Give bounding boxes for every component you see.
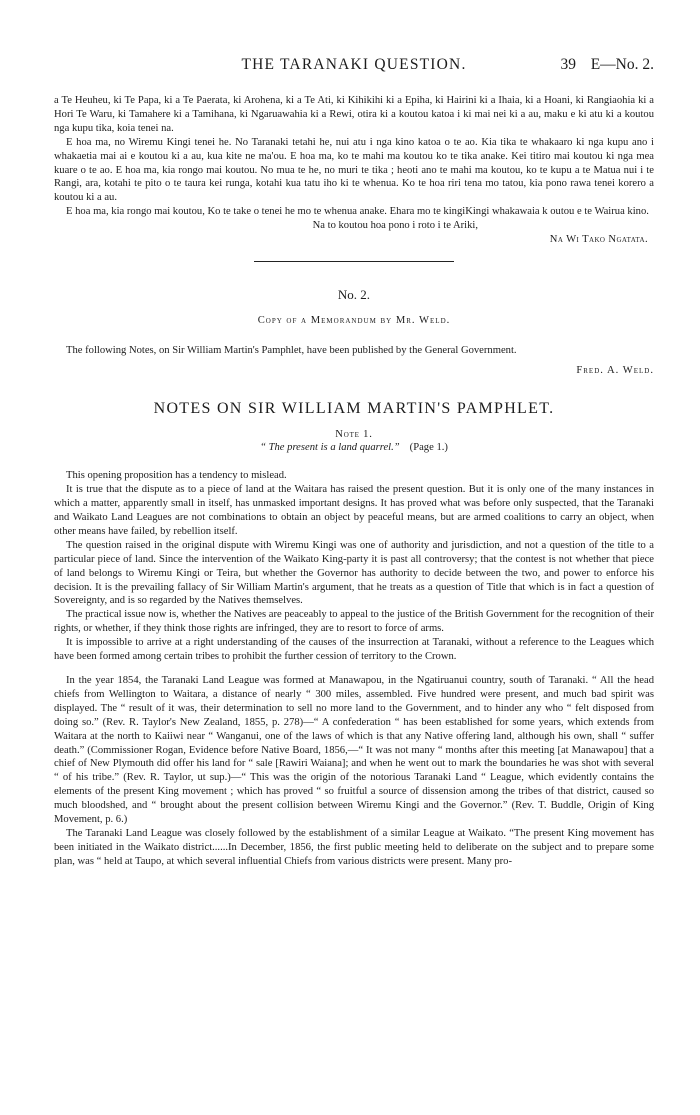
letter-signature: Na Wi Tako Ngatata. (549, 234, 648, 246)
section-divider (254, 261, 454, 262)
document-number: No. 2. (337, 286, 371, 302)
note-page-ref: (Page 1.) (409, 442, 448, 454)
document-reference: E—No. 2. (590, 56, 654, 73)
maori-letter (54, 94, 654, 247)
notes-paragraph-3: The question raised in the original dispute with Wiremu Kingi was one of authority and jurisdiction, and not a question of the title to a particular piece of land. Since the intervention of the Waikato King-party it is past all controversy; that the contest is not whether that piece of land belongs to Wiremu Kingi or Teira, but whether the Governor has authority to decide between the two, and power to enforce his decision. It is the prevailing fallacy of Sir William Martin's argument, that he treats as a question of Title that which is in fact a question of Sovereignty, and is so regarded by the Natives themselves. (54, 539, 654, 607)
note-quote (54, 441, 654, 455)
note-quote-text: “ The present is a land quarrel.” (260, 442, 400, 454)
letter-closing: Na to koutou hoa pono i roto i te Ariki, (312, 220, 478, 232)
notes-body-b (54, 674, 654, 869)
notes-paragraph-4: The practical issue now is, whether the Natives are peaceably to appeal to the justice of the British Government for the recognition of their rights, or whether, if they think those rights are infringed, they are to resort to force of arms. (54, 609, 654, 635)
running-title: THE TARANAKI QUESTION. (241, 56, 467, 73)
notes-paragraph-5: It is impossible to arrive at a right understanding of the causes of the insurrection at Taranaki, without a reference to the Leagues which have been formed among certain tribes to prohibit the further cession of territory to the Crown. (54, 637, 654, 663)
note-number: Note 1. (335, 428, 373, 440)
running-header (54, 58, 654, 80)
notes-body-a (54, 469, 654, 664)
letter-paragraph-2: E hoa ma, no Wiremu Kingi tenei he. No Taranaki tetahi he, nui atu i nga kino katoa o te ao. Kia tika te whakaaro ki nga kupu ano i whakaetia mai ai e koutou ki a au, kua kite ne ma'ou. E hoa ma, ko te mahi ma koutou ko te tika anake. Kei titiro mai koutou ki nga mea kuare o te ao. E hoa ma, kia rongo mai koutou. No mua te he, no muri te tika ; heoti ano te mahi ma koutou, ko te kupu a te Matua nui i te Rangi, ara, kotahi te pito o te taura kei runga, kotahi kua tatu iho ki te whenua. Ko te hoa riri tena mo tatou, kia pono rawa tenei korero a koutou ki a au. (54, 136, 654, 204)
paragraph-gap (54, 664, 654, 674)
letter-paragraph-1: a Te Heuheu, ki Te Papa, ki a Te Paerata, ki Arohena, ki a Te Ati, ki Kihikihi ki a Epiha, ki Hairini ki a Ihaia, ki a Hoani, ki Rangiaohia ki a Hori Te Waru, ki Tamahere ki a Tamihana, ki Ngaruawahia ki a Rewi, otira ki a koutou katoa i ki mai nei ki a au, maku e ki atu ki a koutou nga kupu tika, koia tenei na. (54, 95, 654, 134)
notes-paragraph-1: This opening proposition has a tendency to mislead. (66, 470, 287, 482)
letter-paragraph-3: E hoa ma, kia rongo mai koutou, Ko te take o tenei he mo te whenua anake. Ehara mo te kingiKingi whakawaia k outou e te Wairua kino. (66, 206, 649, 218)
memo-intro: The following Notes, on Sir William Martin's Pamphlet, have been published by the General Government. (66, 344, 517, 356)
memo-title: Copy of a Memorandum by Mr. Weld. (257, 314, 451, 326)
notes-paragraph-7: The Taranaki Land League was closely followed by the establishment of a similar League at Waikato. “The present King movement has been initiated in the Waikato district......In December, 1856, the first public meeting held to deliberate on the subject and to prepare some plan, was “ held at Taupo, at which several influential Chiefs from various districts were present. Many pro- (54, 827, 654, 867)
page-number: 39 (560, 56, 576, 73)
memo-signature: Fred. A. Weld. (576, 364, 654, 376)
notes-title: NOTES ON SIR WILLIAM MARTIN'S PAMPHLET. (153, 399, 555, 417)
notes-paragraph-2: It is true that the dispute as to a piece of land at the Waitara has raised the present question. But it is only one of the many instances in which a matter, apparently small in itself, has unmasked important designs. It has proved what was before only suspected, that the Taranaki and Waikato Land Leagues are not combinations to obtain an object by peaceful means, but are armed coalitions to carry an object, when other means have failed, by rebellion itself. (54, 484, 654, 537)
notes-paragraph-6: In the year 1854, the Taranaki Land League was formed at Manawapou, in the Ngatiruanui country, south of Taranaki. “ All the head chiefs from Wellington to Waitara, a distance of nearly “ 300 miles, assembled. Five hundred were present, and much bad spirit was displayed. The “ result of it was, their determination to sell no more land to the Government, and to hinder any who “ felt disposed from doing so.” (Rev. R. Taylor's New Zealand, 1855, p. 278)—“ A confederation “ has been established for some years, which extends from Waitara at the north to Kaiiwi near “ Wanganui, one of the laws of which is that any Native offering land, although his own, shall “ suffer death.” (Commissioner Rogan, Evidence before Native Board, 1856,—“ It was not many “ months after this meeting [at Manawapou] that a chief of New Plymouth did offer his land for “ sale [Rawiri Waiana]; and when he went out to mark the boundaries he was shot with several “ of his tribe.” (Rev. R. Taylor, ut sup.)—“ This was the origin of the notorious Taranaki Land “ League, which evidently contains the elements of the present King movement ; which has proved “ so fruitful a source of dissension among the tribes of that district, caused so much bloodshed, and “ brought about the present collision between Wiremu Kingi and the Governor.” (Rev. T. Buddle, Origin of King Movement, p. 6.) (54, 675, 654, 826)
